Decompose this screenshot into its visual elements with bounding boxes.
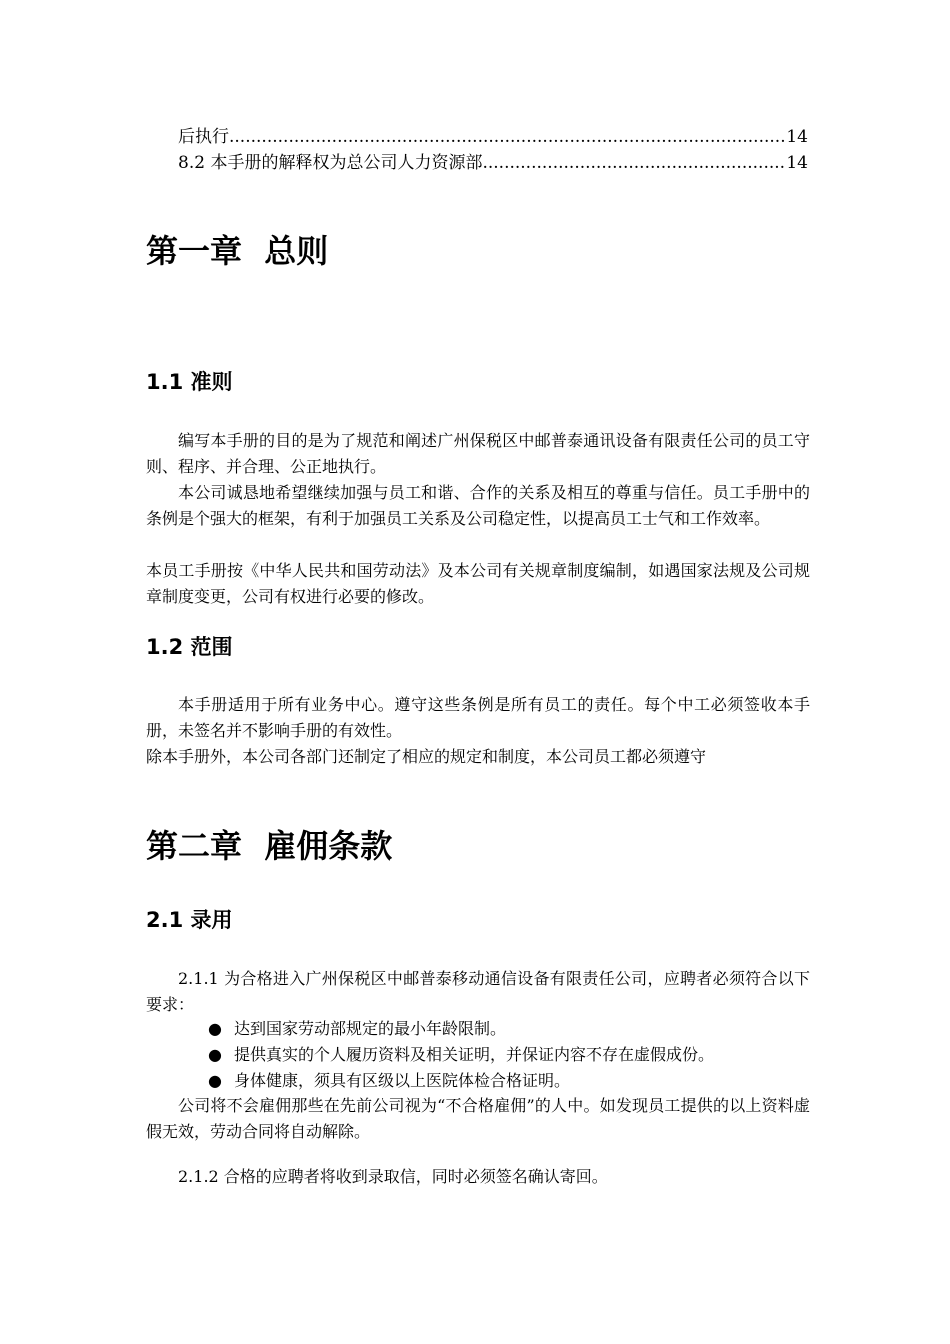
section-1-1-paragraph-1: 编写本手册的目的是为了规范和阐述广州保税区中邮普泰通讯设备有限责任公司的员工守则、程序、并合理、公正地执行。 bbox=[146, 431, 810, 476]
list-item-text: 提供真实的个人履历资料及相关证明，并保证内容不存在虚假成份。 bbox=[234, 1045, 715, 1064]
toc-leader-dots bbox=[482, 150, 786, 176]
list-item-text: 达到国家劳动部规定的最小年龄限制。 bbox=[234, 1019, 507, 1038]
section-1-1-paragraph-3: 本员工手册按《中华人民共和国劳动法》及本公司有关规章制度编制，如遇国家法规及公司规章制度变更，公司有权进行必要的修改。 bbox=[146, 561, 810, 606]
toc-entry-label: 后执行 bbox=[178, 127, 229, 147]
section-1-2-paragraph-2: 除本手册外，本公司各部门还制定了相应的规定和制度，本公司员工都必须遵守 bbox=[146, 747, 707, 766]
section-1-2-paragraph-1: 本手册适用于所有业务中心。遵守这些条例是所有员工的责任。每个中工必须签收本手册，未签名并不影响手册的有效性。 bbox=[146, 695, 810, 740]
table-of-contents bbox=[178, 124, 808, 176]
toc-entry-page: 14 bbox=[786, 153, 808, 173]
toc-entry[interactable] bbox=[178, 150, 808, 176]
requirements-list bbox=[208, 1016, 818, 1094]
toc-entry-label: 8.2 本手册的解释权为总公司人力资源部 bbox=[178, 153, 483, 173]
chapter-2-title: 第二章 雇佣条款 bbox=[146, 827, 393, 865]
toc-leader-dots bbox=[229, 124, 786, 150]
section-2-1-paragraph-1: 2.1.1 为合格进入广州保税区中邮普泰移动通信设备有限责任公司，应聘者必须符合以下要求： bbox=[146, 969, 810, 1014]
section-2-1-paragraph-2: 公司将不会雇佣那些在先前公司视为“不合格雇佣”的人中。如发现员工提供的以上资料虚假无效，劳动合同将自动解除。 bbox=[146, 1096, 810, 1141]
bullet-icon: ● bbox=[208, 1071, 222, 1090]
bullet-icon: ● bbox=[208, 1019, 222, 1038]
section-1-2-title: 1.2 范围 bbox=[146, 635, 233, 659]
section-2-1-title: 2.1 录用 bbox=[146, 908, 233, 932]
list-item bbox=[208, 1042, 818, 1068]
section-1-1-title: 1.1 准则 bbox=[146, 370, 233, 394]
section-1-1-paragraph-2: 本公司诚恳地希望继续加强与员工和谐、合作的关系及相互的尊重与信任。员工手册中的条例是个强大的框架，有利于加强员工关系及公司稳定性，以提高员工士气和工作效率。 bbox=[146, 483, 810, 528]
chapter-1-title: 第一章 总则 bbox=[146, 232, 329, 270]
bullet-icon: ● bbox=[208, 1045, 222, 1064]
toc-entry[interactable] bbox=[178, 124, 808, 150]
list-item-text: 身体健康，须具有区级以上医院体检合格证明。 bbox=[234, 1071, 571, 1090]
list-item bbox=[208, 1016, 818, 1042]
section-2-1-paragraph-3: 2.1.2 合格的应聘者将收到录取信，同时必须签名确认寄回。 bbox=[178, 1167, 608, 1186]
toc-entry-page: 14 bbox=[786, 127, 808, 147]
list-item bbox=[208, 1068, 818, 1094]
